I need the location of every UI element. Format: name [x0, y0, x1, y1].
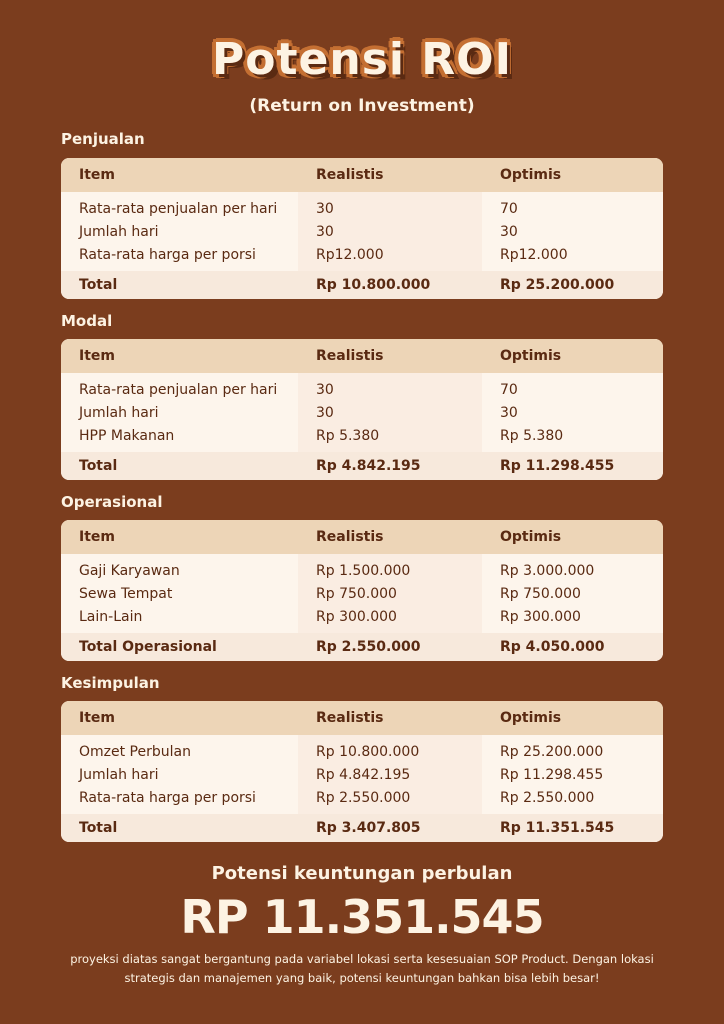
cell-item: HPP Makanan [79, 428, 175, 444]
cell-item: Jumlah hari [79, 405, 159, 421]
column-optimistic [482, 735, 663, 814]
cell-item: Lain-Lain [79, 609, 143, 625]
table-total-row [61, 814, 663, 842]
column-optimistic [482, 373, 663, 452]
total-optimistic: Rp 4.050.000 [500, 639, 605, 655]
column-realistic [298, 554, 482, 633]
header-item: Item [79, 348, 115, 364]
cell-realistic: Rp 5.380 [316, 428, 380, 444]
table-body [61, 373, 663, 452]
column-realistic [298, 373, 482, 452]
cell-realistic: Rp12.000 [316, 247, 384, 263]
total-optimistic: Rp 11.351.545 [500, 820, 615, 836]
cell-optimistic: Rp12.000 [500, 247, 568, 263]
cell-realistic: Rp 1.500.000 [316, 563, 411, 579]
total-label: Total Operasional [79, 639, 217, 655]
header-realistic: Realistis [316, 348, 384, 364]
table-header [61, 158, 663, 192]
header-item: Item [79, 710, 115, 726]
header-optimistic: Optimis [500, 167, 562, 183]
total-realistic: Rp 2.550.000 [316, 639, 421, 655]
section-label-modal: Modal [61, 312, 113, 330]
table-header [61, 520, 663, 554]
table-modal [61, 339, 663, 480]
column-item [61, 373, 298, 452]
section-label-penjualan: Penjualan [61, 130, 145, 148]
header-realistic: Realistis [316, 167, 384, 183]
header-optimistic: Optimis [500, 710, 562, 726]
total-label: Total [79, 458, 118, 474]
footnote: proyeksi diatas sangat bergantung pada variabel lokasi serta kesesuaian SOP Product. Dengan lokasi strategis dan manajemen yang baik, potensi keuntungan bahkan bisa lebih besar! [70, 952, 654, 985]
header-optimistic: Optimis [500, 348, 562, 364]
total-label: Total [79, 820, 118, 836]
cell-realistic: Rp 4.842.195 [316, 767, 411, 783]
total-realistic: Rp 10.800.000 [316, 277, 431, 293]
cell-optimistic: Rp 11.298.455 [500, 767, 604, 783]
column-realistic [298, 735, 482, 814]
cell-optimistic: 30 [500, 405, 518, 421]
table-body [61, 192, 663, 271]
cell-item: Jumlah hari [79, 767, 159, 783]
cell-item: Rata-rata harga per porsi [79, 790, 256, 806]
section-label-operasional: Operasional [61, 493, 163, 511]
cell-optimistic: 70 [500, 201, 518, 217]
cell-optimistic: Rp 5.380 [500, 428, 564, 444]
cell-realistic: Rp 2.550.000 [316, 790, 411, 806]
table-total-row [61, 633, 663, 661]
cell-item: Gaji Karyawan [79, 563, 180, 579]
table-kesimpulan [61, 701, 663, 842]
cell-optimistic: Rp 2.550.000 [500, 790, 595, 806]
total-realistic: Rp 3.407.805 [316, 820, 421, 836]
table-operasional [61, 520, 663, 661]
cell-item: Omzet Perbulan [79, 744, 191, 760]
cell-item: Rata-rata penjualan per hari [79, 201, 278, 217]
cell-realistic: 30 [316, 201, 334, 217]
cell-item: Sewa Tempat [79, 586, 173, 602]
cell-optimistic: Rp 3.000.000 [500, 563, 595, 579]
cell-realistic: 30 [316, 224, 334, 240]
cell-realistic: 30 [316, 405, 334, 421]
table-header [61, 701, 663, 735]
page-subtitle: (Return on Investment) [249, 96, 475, 116]
column-item [61, 735, 298, 814]
column-optimistic [482, 192, 663, 271]
cell-item: Rata-rata harga per porsi [79, 247, 256, 263]
column-item [61, 192, 298, 271]
cell-optimistic: Rp 750.000 [500, 586, 581, 602]
page-title: Potensi ROI [212, 34, 512, 85]
table-total-row [61, 271, 663, 299]
total-label: Total [79, 277, 118, 293]
cell-item: Jumlah hari [79, 224, 159, 240]
cell-optimistic: Rp 25.200.000 [500, 744, 604, 760]
column-realistic [298, 192, 482, 271]
table-body [61, 554, 663, 633]
cell-optimistic: 30 [500, 224, 518, 240]
cell-item: Rata-rata penjualan per hari [79, 382, 278, 398]
header-item: Item [79, 529, 115, 545]
cell-realistic: Rp 300.000 [316, 609, 397, 625]
header-optimistic: Optimis [500, 529, 562, 545]
table-body [61, 735, 663, 814]
total-optimistic: Rp 11.298.455 [500, 458, 615, 474]
section-label-kesimpulan: Kesimpulan [61, 674, 160, 692]
header-realistic: Realistis [316, 710, 384, 726]
table-penjualan [61, 158, 663, 299]
profit-value: RP 11.351.545 [180, 890, 544, 944]
column-item [61, 554, 298, 633]
header-item: Item [79, 167, 115, 183]
title-block [0, 30, 724, 116]
table-header [61, 339, 663, 373]
cell-optimistic: 70 [500, 382, 518, 398]
cell-realistic: Rp 750.000 [316, 586, 397, 602]
column-optimistic [482, 554, 663, 633]
profit-label: Potensi keuntungan perbulan [211, 863, 513, 884]
cell-realistic: 30 [316, 382, 334, 398]
cell-realistic: Rp 10.800.000 [316, 744, 420, 760]
table-total-row [61, 452, 663, 480]
header-realistic: Realistis [316, 529, 384, 545]
total-realistic: Rp 4.842.195 [316, 458, 421, 474]
cell-optimistic: Rp 300.000 [500, 609, 581, 625]
total-optimistic: Rp 25.200.000 [500, 277, 615, 293]
